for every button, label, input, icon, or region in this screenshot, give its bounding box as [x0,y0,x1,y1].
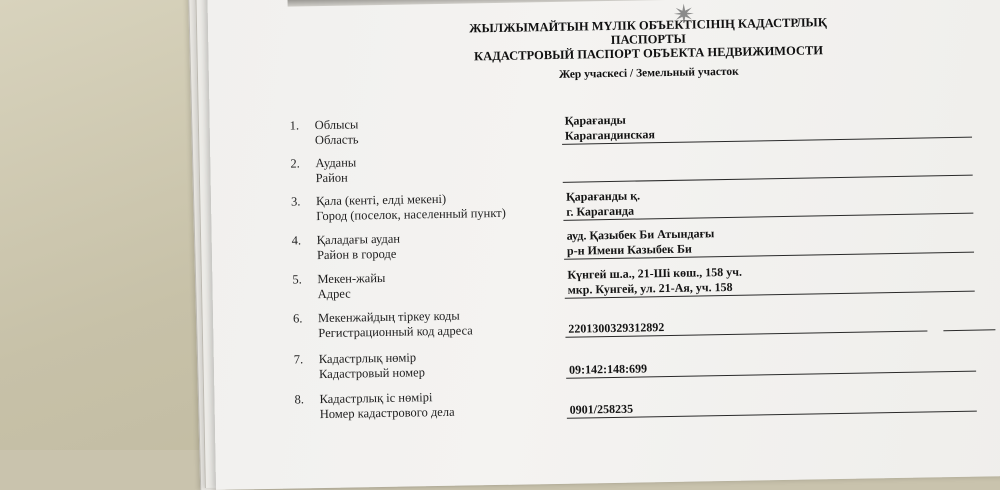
field-label-ru: Город (поселок, населенный пункт) [316,205,506,224]
field-value-ru: р-н Имени Казыбек Би [566,241,692,258]
document-page [207,0,1000,490]
title-kz-line2: ПАСПОРТЫ [610,31,686,47]
field-number: 8. [294,392,305,407]
field-label-kz: Қаладағы аудан [316,231,401,248]
field-label-kz: Мекен-жайы [317,270,386,287]
underline [563,175,973,183]
title-kz-line1: ЖЫЛЖЫМАЙТЫН МҮЛІК ОБЪЕКТІСІНІҢ КАДАСТРЛЫҚ [469,15,827,36]
field-label-ru: Номер кадастрового дела [319,404,455,422]
field-value-ru: Карагандинская [564,127,656,143]
field-label-ru: Кадастровый номер [318,365,426,382]
field-value-ru: 09:142:148:699 [568,361,648,377]
page-top-edge [288,0,1000,7]
field-label-ru: Область [314,132,359,148]
field-value-kz: Қарағанды қ. [565,188,641,204]
field-number: 7. [293,352,304,367]
field-number: 1. [289,118,300,133]
field-label-kz: Кадастрлық нөмір [318,350,417,367]
field-number: 4. [291,233,302,248]
title-ru: КАДАСТРОВЫЙ ПАСПОРТ ОБЪЕКТА НЕДВИЖИМОСТИ [473,43,824,64]
field-label-kz: Ауданы [315,155,357,171]
field-label-kz: Қала (кенті, елді мекені) [315,191,447,209]
field-number: 3. [290,194,301,209]
field-number: 5. [292,272,302,287]
field-value-kz: ауд. Қазыбек Би Атындағы [566,226,715,243]
field-label-ru: Регистрационный код адреса [318,323,473,341]
field-value-ru: мкр. Кунгей, ул. 21-Ая, уч. 158 [567,279,733,297]
field-value-ru: 0901/258235 [569,401,634,417]
field-label-ru: Адрес [317,286,351,302]
field-number: 2. [290,156,300,171]
field-value-kz: Қарағанды [564,112,626,128]
field-label-kz: Облысы [314,117,359,133]
field-value-kz: Күнгей ш.а., 21-Ші көш., 158 уч. [567,264,743,282]
underline-tail [943,329,995,331]
field-label-ru: Район в городе [316,246,397,263]
field-value-ru: г. Караганда [566,203,635,219]
subtitle: Жер учаскесі / Земельный участок [558,65,739,81]
field-label-kz: Мекенжайдың тіркеу коды [317,308,460,326]
field-value-ru: 2201300329312892 [568,320,665,336]
field-label-kz: Кадастрлық іс нөмірі [319,390,433,407]
field-number: 6. [292,311,303,326]
field-label-ru: Район [315,170,348,186]
